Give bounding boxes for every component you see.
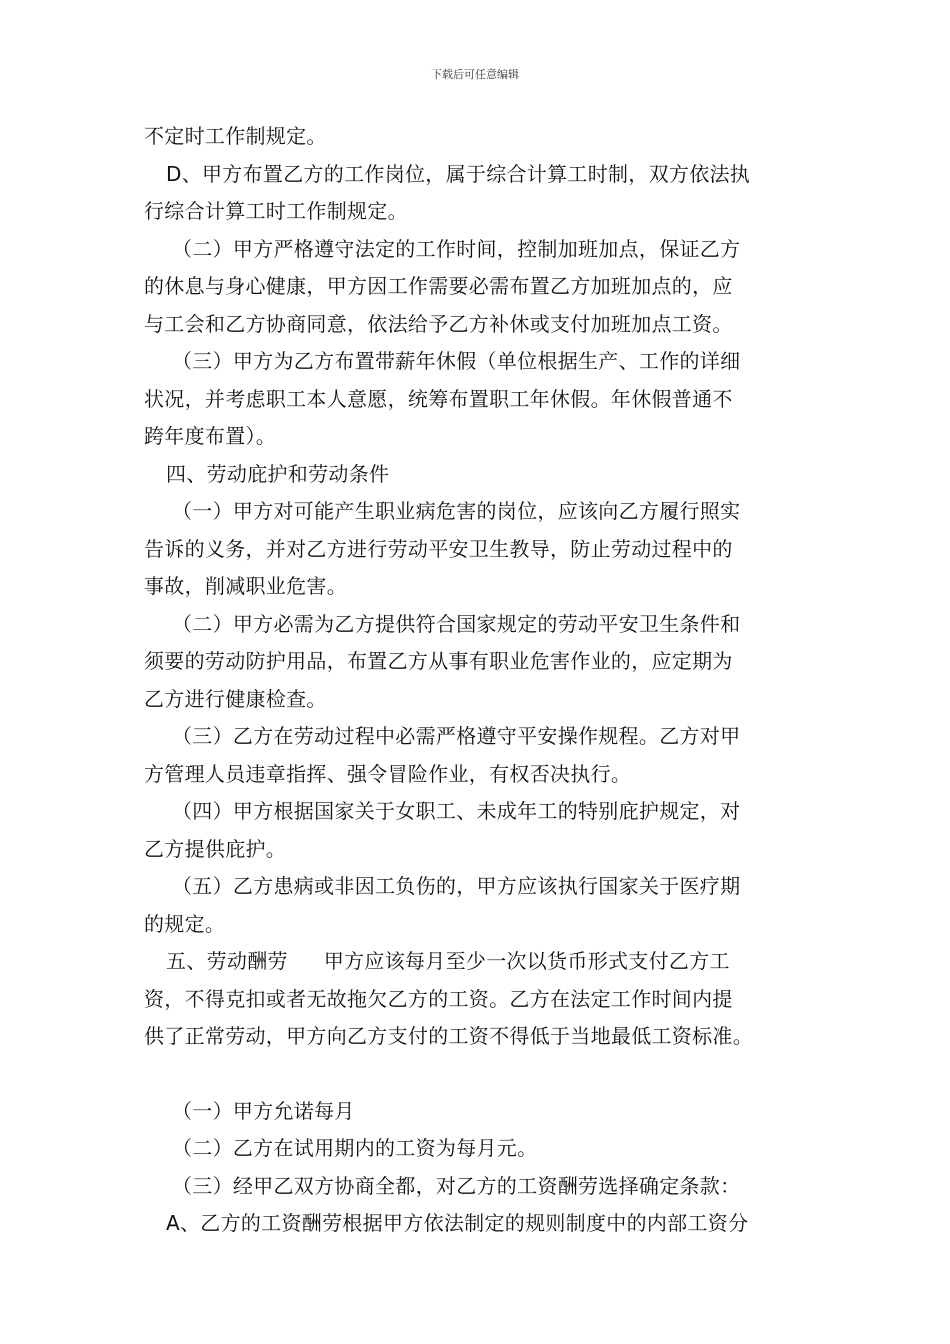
paragraph-line: （五）乙方患病或非因工负伤的，甲方应该执行国家关于医疗期 — [172, 874, 741, 898]
blank-gap — [144, 1056, 844, 1093]
paragraph-line: 资，不得克扣或者无故拖欠乙方的工资。乙方在法定工作时间内提 — [144, 986, 733, 1011]
paragraph-line: （二）甲方严格遵守法定的工作时间，控制加班加点，保证乙方 — [172, 236, 741, 261]
paragraph-line: 与工会和乙方协商同意，依法给予乙方补休或支付加班加点工资。 — [144, 311, 733, 336]
paragraph-text: 甲方应该每月至少一次以货币形式支付乙方工 — [323, 949, 730, 973]
paragraph-line: （三）乙方在劳动过程中必需严格遵守平安操作规程。乙方对甲 — [172, 724, 741, 748]
paragraph-line: （二）乙方在试用期内的工资为每月元。 — [172, 1136, 538, 1160]
paragraph-line — [144, 943, 844, 981]
paragraph-line: 供了正常劳动，甲方向乙方支付的工资不得低于当地最低工资标准。 — [144, 1024, 753, 1048]
paragraph-line: 乙方提供庇护。 — [144, 836, 287, 861]
paragraph-line: （三）经甲乙双方协商全都，对乙方的工资酬劳选择确定条款： — [172, 1173, 741, 1198]
paragraph-line: 跨年度布置）。 — [144, 424, 277, 448]
paragraph-line: 方管理人员违章指挥、强令冒险作业，有权否决执行。 — [144, 761, 632, 786]
paragraph-line: 告诉的义务，并对乙方进行劳动平安卫生教导，防止劳动过程中的 — [144, 536, 733, 561]
paragraph-line: 的休息与身心健康，甲方因工作需要必需布置乙方加班加点的，应 — [144, 274, 733, 298]
paragraph-line: 状况，并考虑职工本人意愿，统筹布置职工年休假。年休假普通不 — [144, 386, 733, 411]
paragraph-line: A、乙方的工资酬劳根据甲方依法制定的规则制度中的内部工资分 — [166, 1211, 749, 1235]
paragraph-line: （一）甲方允诺每月 — [172, 1098, 355, 1123]
paragraph-line: （一）甲方对可能产生职业病危害的岗位，应该向乙方履行照实 — [172, 499, 741, 523]
page-header: 下载后可任意编辑 — [431, 68, 519, 81]
paragraph-line: 事故，削减职业危害。 — [144, 574, 347, 598]
paragraph-line: 的规定。 — [144, 911, 226, 936]
paragraph-line: （四）甲方根据国家关于女职工、未成年工的特别庇护规定，对 — [172, 799, 741, 823]
paragraph-line: （二）甲方必需为乙方提供符合国家规定的劳动平安卫生条件和 — [172, 611, 741, 636]
paragraph-line: D、甲方布置乙方的工作岗位，属于综合计算工时制，双方依法执 — [166, 161, 751, 186]
paragraph-line: 须要的劳动防护用品，布置乙方从事有职业危害作业的，应定期为 — [144, 649, 733, 673]
section-heading: 五、劳动酬劳 — [166, 949, 288, 973]
document-body — [144, 118, 844, 1243]
paragraph-line: 乙方进行健康检查。 — [144, 686, 327, 711]
paragraph-line: 行综合计算工时工作制规定。 — [144, 199, 408, 223]
paragraph-line: （三）甲方为乙方布置带薪年休假（单位根据生产、工作的详细 — [172, 349, 741, 373]
paragraph-line: 不定时工作制规定。 — [144, 124, 327, 148]
section-heading: 四、劳动庇护和劳动条件 — [166, 461, 390, 486]
